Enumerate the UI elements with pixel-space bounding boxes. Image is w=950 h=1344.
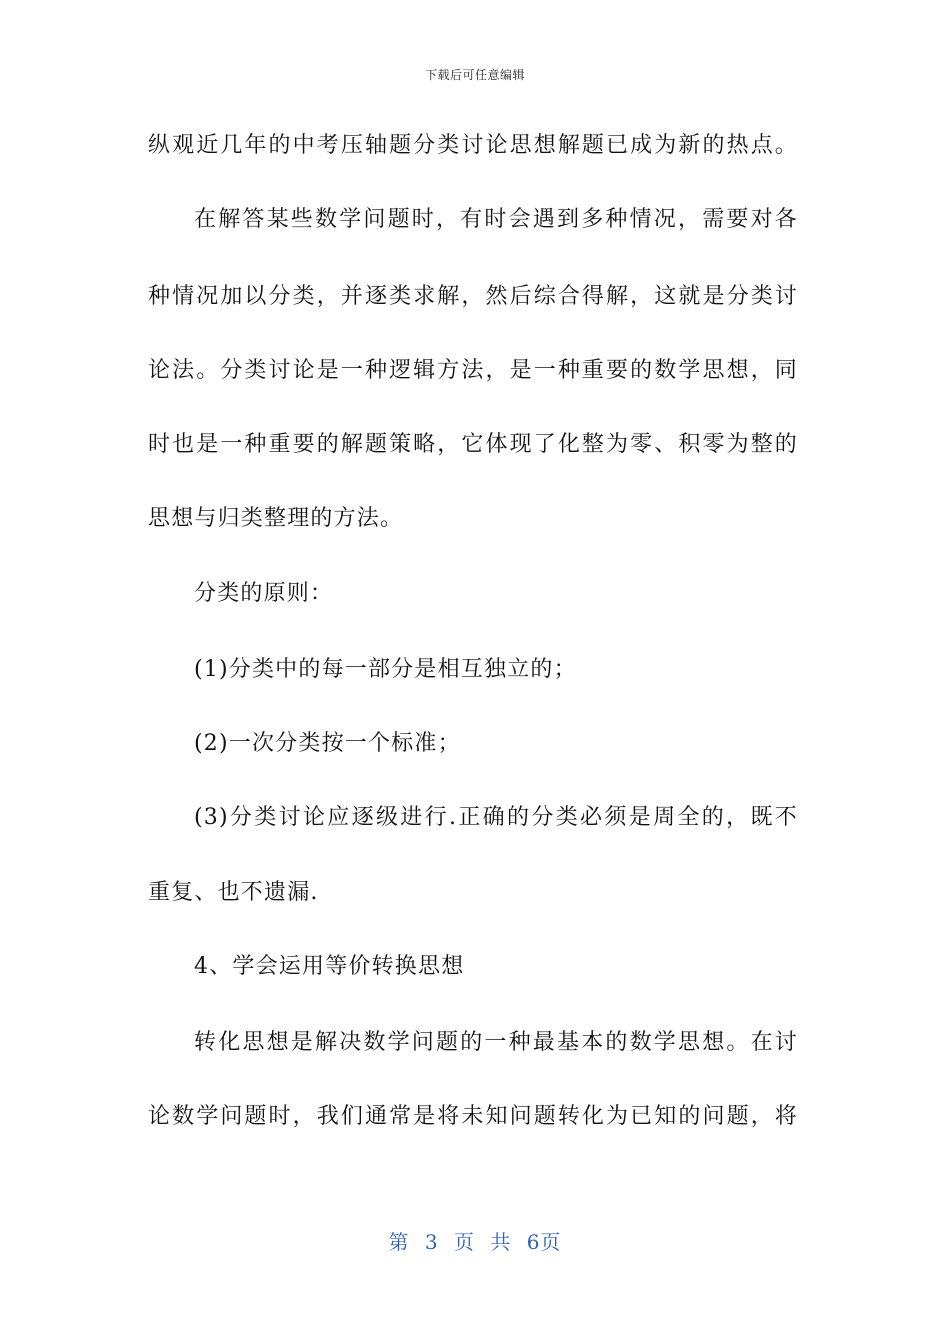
section-heading: 4、学会运用等价转换思想 — [194, 954, 465, 979]
text-line: (1)分类中的每一部分是相互独立的； — [194, 657, 577, 682]
page-number-footer: 第 3 页 共 6页 — [388, 1230, 562, 1254]
text-line: 思想与归类整理的方法。 — [148, 506, 404, 531]
text-line: 在解答某些数学问题时，有时会遇到多种情况，需要对各 — [194, 207, 798, 232]
text-line: 论法。分类讨论是一种逻辑方法，是一种重要的数学思想，同 — [148, 358, 798, 383]
text-line: 论数学问题时，我们通常是将未知问题转化为已知的问题，将 — [148, 1104, 798, 1129]
text-line: 种情况加以分类，并逐类求解，然后综合得解，这就是分类讨 — [148, 284, 798, 309]
header-note: 下载后可任意编辑 — [424, 68, 525, 82]
text-line: 纵观近几年的中考压轴题分类讨论思想解题已成为新的热点。 — [148, 133, 798, 158]
text-line: 转化思想是解决数学问题的一种最基本的数学思想。在讨 — [194, 1030, 798, 1055]
text-line: 重复、也不遗漏. — [148, 880, 319, 905]
text-line: (2)一次分类按一个标准； — [194, 731, 461, 756]
text-line: 分类的原则： — [194, 581, 334, 606]
text-line: 时也是一种重要的解题策略，它体现了化整为零、积零为整的 — [148, 432, 798, 457]
text-line: (3)分类讨论应逐级进行.正确的分类必须是周全的，既不 — [194, 805, 798, 830]
